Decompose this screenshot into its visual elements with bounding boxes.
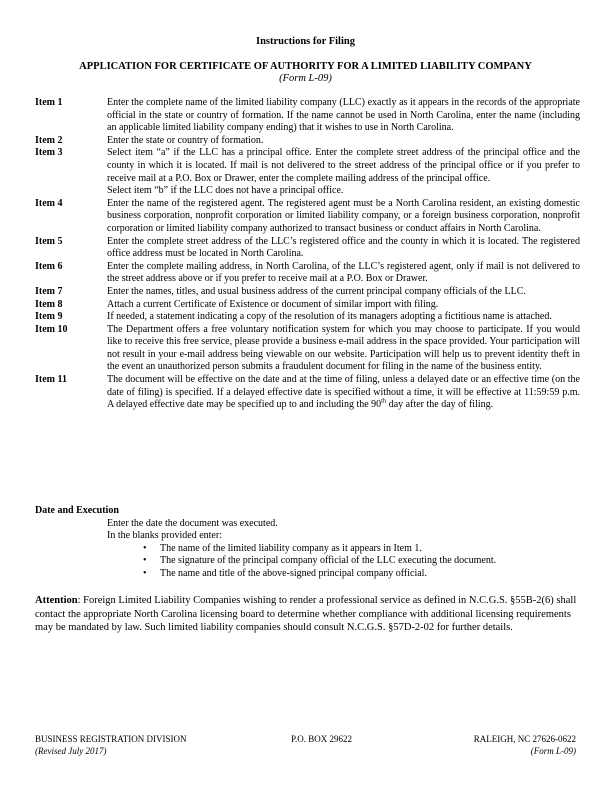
item-label: Item 9 [35,311,63,323]
form-number: (Form L-09) [279,73,332,84]
item-text: Enter the name of the registered agent. The registered agent must be a North Carolina resident, an existing domestic business corporation, nonprofit corporation or limited liability company, or a foreign business corporation, nonprofit corporation or limited liability company authorized to transact business or conduct affairs in North Carolina. [107,197,580,234]
item-text: Select item “a” if the LLC has a principal office. Enter the complete street address of the principal office and the county in which it is located. If mail is not delivered to the street address of the principal office or if you prefer to receive mail at a P.O. Box or Drawer, enter the complete mailing address of the principal office. [107,147,580,184]
item-9 [35,311,580,324]
bullet-text: The signature of the principal company official of the LLC executing the document. [160,555,497,567]
section-heading: Date and Execution [35,505,119,516]
item-label: Item 2 [35,134,63,146]
item-label: Item 8 [35,298,63,310]
item-10 [35,324,580,374]
item-5 [35,236,580,261]
bullet-icon: • [143,542,147,554]
footer-left [35,733,187,757]
item-text: Enter the complete street address of the LLC’s registered office and the county in which it is located. The registered office address must be located in North Carolina. [107,235,580,260]
list-item [143,568,580,581]
city-address: RALEIGH, NC 27626-0622 [473,734,576,744]
revised-date: (Revised July 2017) [35,746,107,756]
division-name: BUSINESS REGISTRATION DIVISION [35,734,187,744]
execution-instruction: In the blanks provided enter: [107,530,222,542]
bullet-text: The name of the limited liability company as it appears in Item 1. [160,542,422,554]
footer-right [474,733,576,757]
po-box: P.O. BOX 29622 [291,734,353,744]
bullet-list [35,543,580,581]
item-7 [35,286,580,299]
item-list [35,97,580,412]
item-text: Enter the complete mailing address, in North Carolina, of the LLC’s registered agent, only if mail is not delivered to the street address above or if you prefer to receive mail at a P.O. Box or Drawer. [107,260,580,285]
item-text: Enter the names, titles, and usual business address of the current principal company officials of the LLC. [107,285,526,297]
item-label: Item 6 [35,260,63,272]
bullet-icon: • [143,555,147,567]
item-label: Item 7 [35,285,63,297]
item-text: Enter the complete name of the limited liability company (LLC) exactly as it appears in the records of the appropriate official in the state or country of formation. If the name cannot be used in North Carolina, enter the name (including an applicable limited liability company ending) that it wishes to use in North Carolina. [107,97,580,134]
attention-note [35,594,580,635]
item-text [107,374,580,412]
item-text: Attach a current Certificate of Existence or document of similar import with filing. [107,298,439,310]
item-text: Enter the state or country of formation. [107,134,264,146]
list-item [143,555,580,568]
item-label: Item 1 [35,97,63,108]
item-3-extra: Select item “b” if the LLC does not have a principal office. [107,185,344,197]
item-label: Item 10 [35,323,68,335]
item-8 [35,299,580,312]
item-label: Item 3 [35,147,63,159]
item-6 [35,261,580,286]
item-label: Item 5 [35,235,63,247]
item-4 [35,198,580,236]
document-subtitle: APPLICATION FOR CERTIFICATE OF AUTHORITY FOR A LIMITED LIABILITY COMPANY [79,61,532,72]
item-text: The Department offers a free voluntary notification system for which you may choose to participate. If you would like to receive this free service, please provide a business e-mail address in the space provided. Your participation will not result in your e-mail address being viewable on our website. Participation will help us to prevent identity theft in the event an unauthorized person submits a fraudulent document for filing in the name of the business entity. [107,323,580,373]
ordinal-suffix: th [381,397,387,405]
item-3 [35,147,580,185]
list-item [143,543,580,556]
item-label: Item 4 [35,197,63,209]
item-11-text-end: day after the day of filing. [386,399,494,411]
bullet-text: The name and title of the above-signed principal company official. [160,567,427,579]
attention-label: Attention [35,595,78,606]
date-and-execution-section [35,505,580,581]
item-11 [35,374,580,412]
bullet-icon: • [143,567,147,579]
footer-form-number: (Form L-09) [530,746,576,756]
item-1 [35,97,580,135]
item-text: If needed, a statement indicating a copy of the resolution of its managers adopting a fictitious name is attached. [107,311,552,323]
item-label: Item 11 [35,374,67,386]
page-title: Instructions for Filing [256,36,355,47]
attention-text: : Foreign Limited Liability Companies wishing to render a professional service as defined in N.C.G.S. §55B-2(6) shall contact the appropriate North Carolina licensing board to determine whether compliance with additional licensing requirements may be mandated by law. Such limited liability companies should consult N.C.G.S. §57D-2-02 for further details. [35,595,577,633]
item-2 [35,135,580,148]
execution-instruction: Enter the date the document was executed. [107,517,278,529]
item-11-text-start: The document will be effective on the date and at the time of filing, unless a delayed date or an effective time (on the date of filing) is specified. If a delayed effective date is specified without a time, it will be effective at 11:59:59 p.m. A delayed effective date may be specified up to and including the 90 [107,374,580,411]
